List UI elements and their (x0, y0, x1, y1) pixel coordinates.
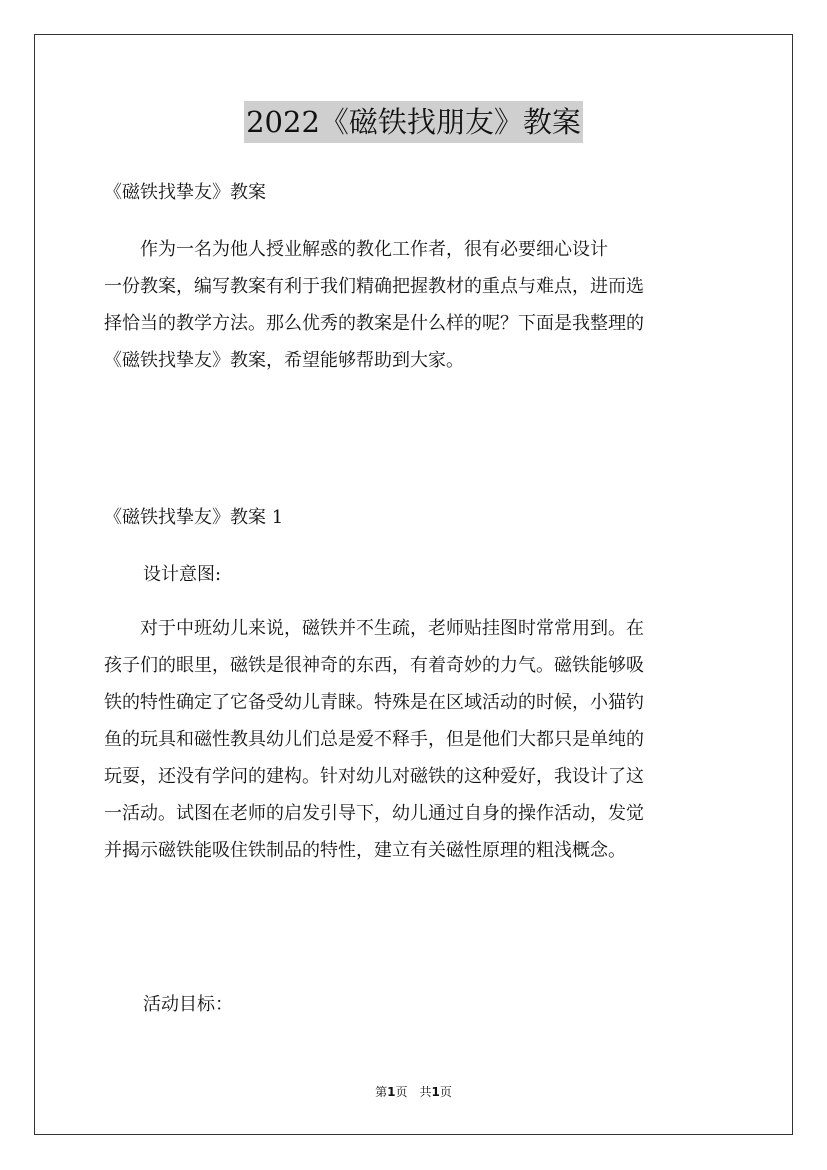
intro-line: 择恰当的教学方法。那么优秀的教案是什么样的呢？下面是我整理的 (104, 313, 644, 334)
intro-paragraph (104, 231, 726, 379)
section-heading: 《磁铁找挚友》教案 1 (104, 507, 284, 528)
activity-goals-label: 活动目标： (143, 994, 233, 1015)
body-line: 铁的特性确定了它备受幼儿青睐。特殊是在区域活动的时候，小猫钓 (104, 692, 644, 713)
page-footer (0, 1082, 827, 1102)
design-intent-label: 设计意图: (143, 564, 222, 585)
body-line: 一活动。试图在老师的启发引导下，幼儿通过自身的操作活动，发觉 (104, 803, 644, 824)
intro-line: 作为一名为他人授业解惑的教化工作者，很有必要细心设计 (104, 239, 608, 260)
page-current: 1 (387, 1085, 396, 1099)
intro-line: 一份教案，编写教案有利于我们精确把握教材的重点与难点，进而选 (104, 276, 644, 297)
body-line: 孩子们的眼里，磁铁是很神奇的东西，有着奇妙的力气。磁铁能够吸 (104, 655, 644, 676)
page-total: 1 (431, 1085, 440, 1099)
page-prefix: 第 (375, 1085, 388, 1099)
title-container (0, 101, 827, 143)
body-line: 鱼的玩具和磁性教具幼儿们总是爱不释手，但是他们大都只是单纯的 (104, 729, 644, 750)
body-line: 玩耍，还没有学问的建构。针对幼儿对磁铁的这种爱好，我设计了这 (104, 766, 644, 787)
page-suffix: 页 (439, 1085, 452, 1099)
document-title: 2022《磁铁找朋友》教案 (244, 101, 583, 143)
intro-line: 《磁铁找挚友》教案，希望能够帮助到大家。 (104, 350, 464, 371)
body-line: 并揭示磁铁能吸住铁制品的特性，建立有关磁性原理的粗浅概念。 (104, 840, 626, 861)
page-mid: 页 共 (395, 1085, 432, 1099)
design-intent-paragraph (104, 610, 726, 869)
body-line: 对于中班幼儿来说，磁铁并不生疏，老师贴挂图时常常用到。在 (104, 618, 644, 639)
document-subtitle: 《磁铁找挚友》教案 (104, 182, 266, 203)
